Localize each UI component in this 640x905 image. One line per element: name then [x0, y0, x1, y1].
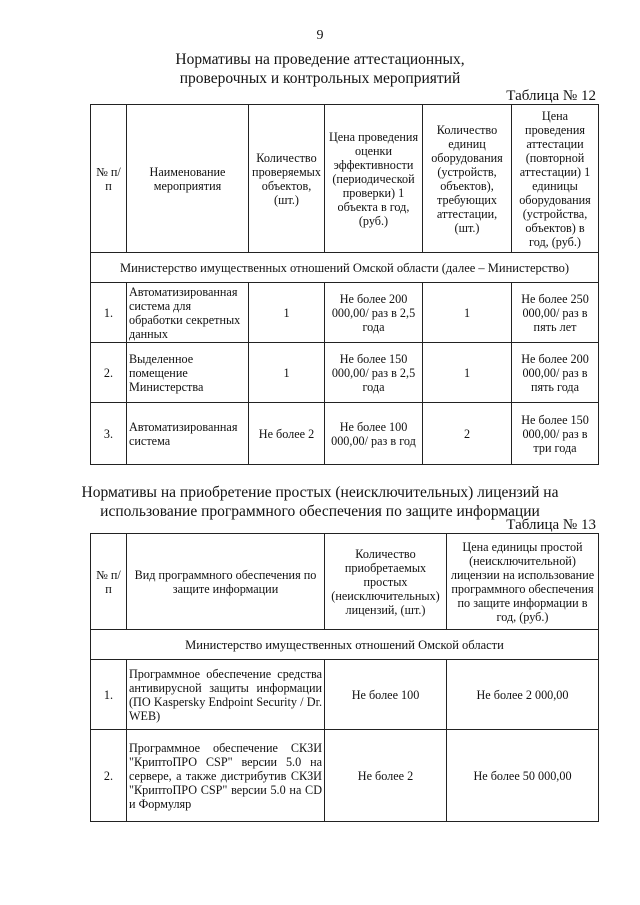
table13-caption: Таблица № 13: [506, 517, 596, 533]
row-units: 1: [423, 283, 512, 343]
row-attest-price: Не более 200 000,00/ раз в пять года: [512, 343, 599, 403]
table13-title: [0, 483, 640, 521]
table12-header-check-price: Цена проведения оценки эффективности (периодической проверки) 1 объекта в год, (руб.): [325, 105, 423, 253]
table-12: [90, 104, 599, 465]
table-row: [91, 730, 599, 822]
row-units: 2: [423, 403, 512, 465]
row-objects: Не более 2: [249, 403, 325, 465]
row-software: Программное обеспечение средства антивирусной защиты информации (ПО Kaspersky Endpoint Security / Dr. WEB): [127, 660, 325, 730]
table12-ministry-label: Министерство имущественных отношений Омской области (далее – Министерство): [91, 253, 599, 283]
row-number: 2.: [91, 730, 127, 822]
table13-header-quantity: Количество приобретаемых простых (неисключительных) лицензий, (шт.): [325, 534, 447, 630]
table12-header-num: № п/п: [91, 105, 127, 253]
table12-caption: Таблица № 12: [506, 88, 596, 104]
row-check-price: Не более 200 000,00/ раз в 2,5 года: [325, 283, 423, 343]
table12-header-row: [91, 105, 599, 253]
row-units: 1: [423, 343, 512, 403]
table13-title-line1: Нормативы на приобретение простых (неисключительных) лицензий на: [81, 484, 559, 501]
table12-header-name: Наименование мероприятия: [127, 105, 249, 253]
row-number: 1.: [91, 660, 127, 730]
row-objects: 1: [249, 283, 325, 343]
row-attest-price: Не более 250 000,00/ раз в пять лет: [512, 283, 599, 343]
table-row: [91, 283, 599, 343]
table12-title: [0, 50, 640, 88]
table-row: [91, 403, 599, 465]
table13-ministry-label: Министерство имущественных отношений Омской области: [91, 630, 599, 660]
row-price: Не более 50 000,00: [447, 730, 599, 822]
table13-header-price: Цена единицы простой (неисключительной) лицензии на использование программного обеспечения по защите информации в год, (руб.): [447, 534, 599, 630]
table12-header-attest-price: Цена проведения аттестации (повторной аттестации) 1 единицы оборудования (устройства, объектов) в год, (руб.): [512, 105, 599, 253]
table13-header-row: [91, 534, 599, 630]
table12-ministry-row: [91, 253, 599, 283]
table12-title-line2: проверочных и контрольных мероприятий: [179, 70, 461, 87]
table-row: [91, 660, 599, 730]
row-number: 2.: [91, 343, 127, 403]
row-quantity: Не более 2: [325, 730, 447, 822]
page-number: 9: [316, 28, 324, 43]
row-price: Не более 2 000,00: [447, 660, 599, 730]
table-13: [90, 533, 599, 822]
table12-header-objects: Количество проверяемых объектов, (шт.): [249, 105, 325, 253]
table13-header-num: № п/п: [91, 534, 127, 630]
row-name: Автоматизированная система для обработки секретных данных: [127, 283, 249, 343]
table-row: [91, 343, 599, 403]
table12-header-units: Количество единиц оборудования (устройств, объектов), требующих аттестации, (шт.): [423, 105, 512, 253]
table13-ministry-row: [91, 630, 599, 660]
row-attest-price: Не более 150 000,00/ раз в три года: [512, 403, 599, 465]
row-objects: 1: [249, 343, 325, 403]
table12-title-line1: Нормативы на проведение аттестационных,: [175, 51, 465, 68]
row-name: Выделенное помещение Министерства: [127, 343, 249, 403]
table13-title-line2: использование программного обеспечения по защите информации: [100, 503, 540, 520]
row-number: 1.: [91, 283, 127, 343]
row-number: 3.: [91, 403, 127, 465]
row-check-price: Не более 100 000,00/ раз в год: [325, 403, 423, 465]
table13-header-software: Вид программного обеспечения по защите информации: [127, 534, 325, 630]
row-software: Программное обеспечение СКЗИ "КриптоПРО CSP" версии 5.0 на сервере, а также дистрибутив СКЗИ "КриптоПРО CSP" версии 5.0 на CD и Формуляр: [127, 730, 325, 822]
row-check-price: Не более 150 000,00/ раз в 2,5 года: [325, 343, 423, 403]
row-name: Автоматизированная система: [127, 403, 249, 465]
row-quantity: Не более 100: [325, 660, 447, 730]
